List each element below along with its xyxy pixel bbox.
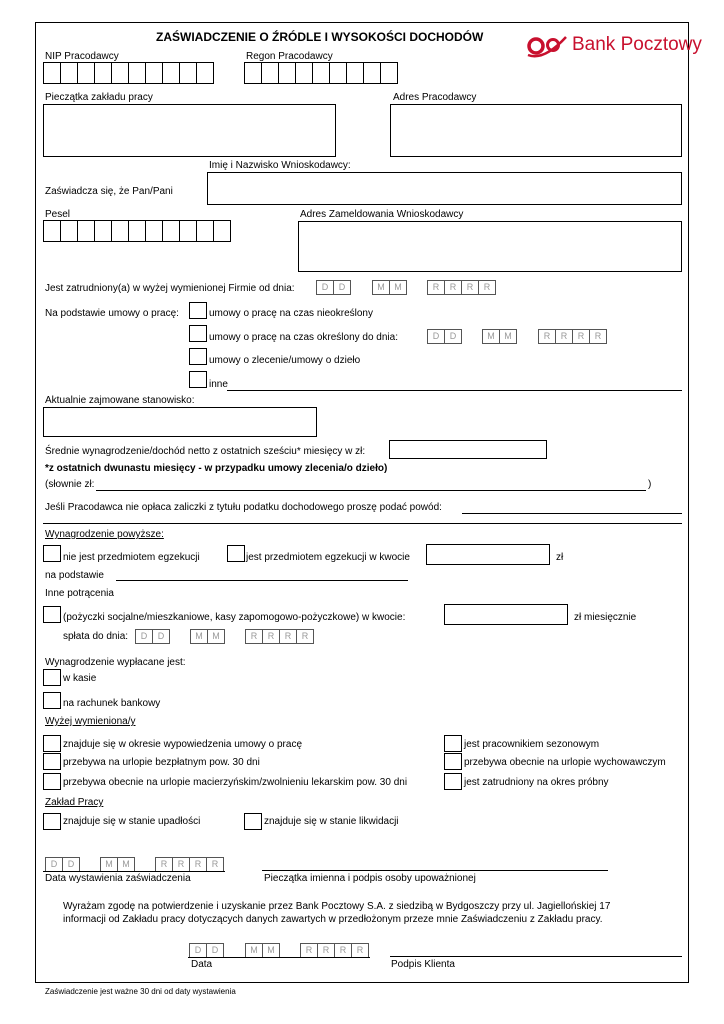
authorized-signature-label: Pieczątka imienna i podpis osoby upoważnionej	[264, 873, 476, 884]
not-seized-checkbox[interactable]	[43, 545, 61, 562]
issue-date-line	[43, 871, 225, 872]
basis-line[interactable]	[116, 580, 408, 581]
applicant-address-label: Adres Zameldowania Wnioskodawcy	[300, 209, 464, 220]
payout-cash-checkbox[interactable]	[43, 669, 61, 686]
contract-indefinite-label: umowy o pracę na czas nieokreślony	[209, 308, 373, 319]
seasonal-checkbox[interactable]	[444, 735, 462, 752]
consent-line-1: Wyrażam zgodę na potwierdzenie i uzyskanie przez Bank Pocztowy S.A. z siedzibą w Bydgoszczy przy ul. Jagiellońskiej 17	[63, 901, 611, 912]
contract-mandate-checkbox[interactable]	[189, 348, 207, 365]
contract-definite-checkbox[interactable]	[189, 325, 207, 342]
issue-year[interactable]: R R R R	[155, 857, 223, 872]
seized-checkbox[interactable]	[227, 545, 245, 562]
loans-monthly: zł miesięcznie	[574, 612, 637, 623]
contract-label: Na podstawie umowy o pracę:	[45, 308, 179, 319]
issue-date-label: Data wystawienia zaświadczenia	[45, 873, 191, 884]
company-heading: Zakład Pracy	[45, 797, 104, 808]
maternity-checkbox[interactable]	[43, 773, 61, 790]
avg-salary-input[interactable]	[389, 440, 547, 459]
unpaid-leave-checkbox[interactable]	[43, 753, 61, 770]
seized-label: jest przedmiotem egzekucji w kwocie	[246, 552, 410, 563]
notice-label: znajduje się w okresie wypowiedzenia umowy o pracę	[63, 739, 303, 750]
loans-amount-input[interactable]	[444, 604, 568, 625]
other-deductions-heading: Inne potrącenia	[45, 588, 114, 599]
employment-since-year[interactable]: R R R R	[427, 280, 495, 295]
contract-indefinite-checkbox[interactable]	[189, 302, 207, 319]
client-signature-line[interactable]	[390, 956, 682, 957]
client-date-line	[188, 957, 370, 958]
salary-footnote: *z ostatnich dwunastu miesięcy - w przypadku umowy zlecenia/o dzieło)	[45, 463, 388, 474]
payout-cash-label: w kasie	[63, 673, 97, 684]
form-title: ZAŚWIADCZENIE O ŹRÓDLE I WYSOKOŚCI DOCHODÓW	[156, 30, 484, 44]
certify-label: Zaświadcza się, że Pan/Pani	[45, 186, 173, 197]
bankruptcy-checkbox[interactable]	[43, 813, 61, 830]
contract-other-checkbox[interactable]	[189, 371, 207, 388]
contract-end-day[interactable]: D D	[427, 329, 461, 344]
payout-heading: Wynagrodzenie wypłacane jest:	[45, 657, 186, 668]
issue-month[interactable]: M M	[100, 857, 134, 872]
parental-leave-checkbox[interactable]	[444, 753, 462, 770]
trial-period-checkbox[interactable]	[444, 773, 462, 790]
deductions-heading: Wynagrodzenie powyższe:	[45, 529, 164, 540]
bank-pocztowy-logo-icon	[526, 31, 570, 59]
salary-words-close: )	[648, 479, 652, 490]
seized-amount-input[interactable]	[426, 544, 550, 565]
salary-words-line[interactable]	[96, 490, 646, 491]
employment-since-month[interactable]: M M	[372, 280, 406, 295]
applicant-name-label: Imię i Nazwisko Wnioskodawcy:	[209, 160, 351, 171]
loans-checkbox[interactable]	[43, 606, 61, 623]
authorized-signature-line[interactable]	[262, 870, 608, 871]
client-date-day[interactable]: D D	[189, 943, 223, 958]
bankruptcy-label: znajduje się w stanie upadłości	[63, 816, 201, 827]
repay-label: spłata do dnia:	[63, 631, 129, 642]
payout-bank-checkbox[interactable]	[43, 692, 61, 709]
position-label: Aktualnie zajmowane stanowisko:	[45, 395, 195, 406]
payout-bank-label: na rachunek bankowy	[63, 698, 161, 709]
client-date-label: Data	[191, 959, 213, 970]
pesel-label: Pesel	[45, 209, 71, 220]
section-divider	[43, 523, 682, 524]
not-seized-label: nie jest przedmiotem egzekucji	[63, 552, 200, 563]
employer-address-label: Adres Pracodawcy	[393, 92, 477, 103]
tax-reason-line[interactable]	[462, 513, 682, 514]
client-signature-label: Podpis Klienta	[391, 959, 455, 970]
notice-checkbox[interactable]	[43, 735, 61, 752]
contract-end-month[interactable]: M M	[482, 329, 516, 344]
applicant-name-input[interactable]	[207, 172, 682, 205]
bank-name: Bank Pocztowy	[572, 34, 702, 55]
tax-reason-label: Jeśli Pracodawca nie opłaca zaliczki z tytułu podatku dochodowego proszę podać powód:	[45, 502, 442, 513]
stamp-label: Pieczątka zakładu pracy	[45, 92, 153, 103]
employment-since-label: Jest zatrudniony(a) w wyżej wymienionej Firmie od dnia:	[45, 283, 295, 294]
consent-line-2: informacji od Zakładu pracy dotyczących danych zawartych w przedłożonym przeze mnie Zaświadczeniu z Zakładu pracy.	[63, 914, 603, 925]
unpaid-leave-label: przebywa na urlopie bezpłatnym pow. 30 dni	[63, 757, 260, 768]
status-heading: Wyżej wymieniona/y	[45, 716, 136, 727]
salary-words-label: (słownie zł:	[45, 479, 95, 490]
employer-address-box[interactable]	[390, 104, 682, 157]
contract-other-label: inne	[209, 379, 228, 390]
employment-since-day[interactable]: D D	[316, 280, 350, 295]
regon-label: Regon Pracodawcy	[246, 51, 333, 62]
parental-leave-label: przebywa obecnie na urlopie wychowawczym	[464, 757, 666, 768]
pesel-input[interactable]	[43, 220, 230, 242]
regon-input[interactable]	[244, 62, 397, 84]
repay-year[interactable]: R R R R	[245, 629, 313, 644]
contract-other-line[interactable]	[227, 390, 682, 391]
repay-month[interactable]: M M	[190, 629, 224, 644]
contract-definite-label: umowy o pracę na czas określony do dnia:	[209, 332, 398, 343]
liquidation-checkbox[interactable]	[244, 813, 262, 830]
avg-salary-label: Średnie wynagrodzenie/dochód netto z ostatnich sześciu* miesięcy w zł:	[45, 446, 366, 457]
contract-end-year[interactable]: R R R R	[538, 329, 606, 344]
contract-mandate-label: umowy o zlecenie/umowy o dzieło	[209, 355, 361, 366]
seasonal-label: jest pracownikiem sezonowym	[464, 739, 600, 750]
validity-note: Zaświadczenie jest ważne 30 dni od daty wystawienia	[45, 987, 236, 996]
stamp-box[interactable]	[43, 104, 336, 157]
liquidation-label: znajduje się w stanie likwidacji	[264, 816, 399, 827]
repay-day[interactable]: D D	[135, 629, 169, 644]
client-date-year[interactable]: R R R R	[300, 943, 368, 958]
trial-period-label: jest zatrudniony na okres próbny	[464, 777, 609, 788]
issue-day[interactable]: D D	[45, 857, 79, 872]
seized-currency: zł	[556, 552, 564, 563]
applicant-address-box[interactable]	[298, 221, 682, 272]
nip-input[interactable]	[43, 62, 213, 84]
client-date-month[interactable]: M M	[245, 943, 279, 958]
basis-label: na podstawie	[45, 570, 104, 581]
nip-label: NIP Pracodawcy	[45, 51, 119, 62]
position-input[interactable]	[43, 407, 317, 437]
maternity-label: przebywa obecnie na urlopie macierzyńskim/zwolnieniu lekarskim pow. 30 dni	[63, 777, 408, 788]
loans-label: (pożyczki socjalne/mieszkaniowe, kasy zapomogowo-pożyczkowe) w kwocie:	[63, 612, 406, 623]
